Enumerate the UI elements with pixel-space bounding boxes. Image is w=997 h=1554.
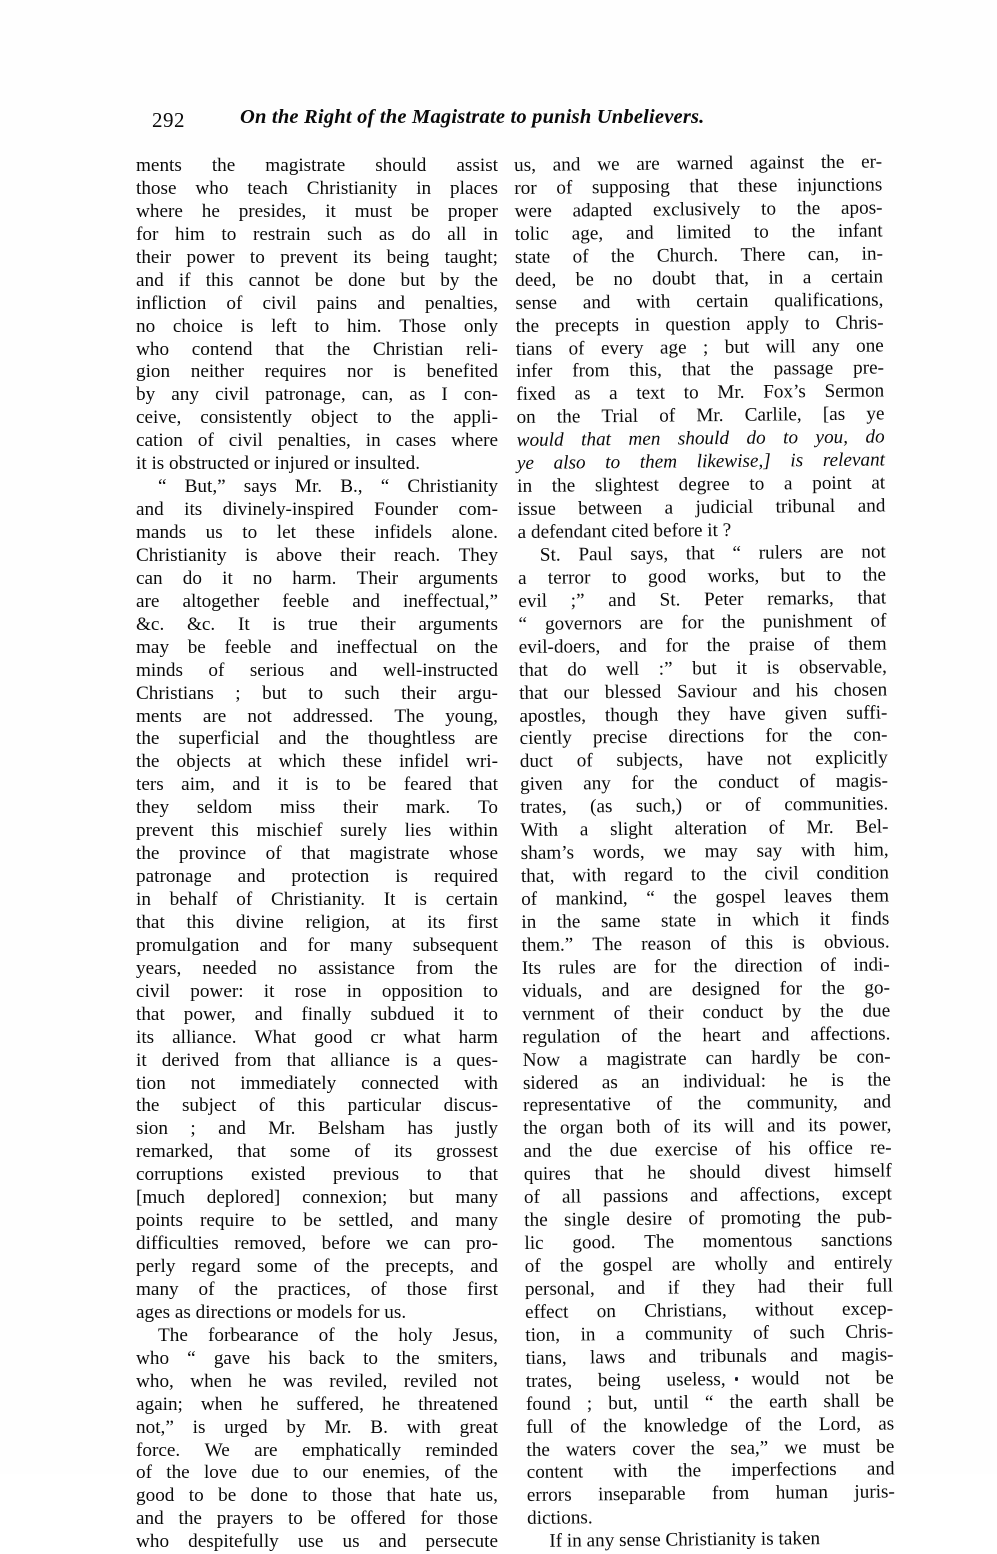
text-line: given any for the conduct of magis- xyxy=(519,770,889,796)
text-line: would that men should do to you, do xyxy=(516,426,885,452)
text-line: not,” is urged by Mr. B. with great xyxy=(136,1416,498,1438)
text-line: sidered as an individual: he is the xyxy=(522,1068,891,1094)
text-line: Its rules are for the direction of indi- xyxy=(521,954,890,979)
text-line: the waters cover the sea,” we must be xyxy=(526,1435,895,1461)
text-line: its alliance. What good cr what harm xyxy=(136,1026,498,1048)
text-line: ror of supposing that these injunctions xyxy=(514,174,883,199)
running-head xyxy=(152,106,882,136)
text-line: the single desire of promoting the pub- xyxy=(524,1206,893,1232)
text-line: full of the knowledge of the Lord, as xyxy=(526,1412,895,1438)
text-line: infer from this, that the passage pre- xyxy=(515,357,885,383)
text-line: prevent this mischief surely lies within xyxy=(136,820,498,842)
text-line: effect on Christians, without excep- xyxy=(525,1298,894,1323)
text-line: “ But,” says Mr. B., “ Christianity xyxy=(158,476,498,498)
text-line: tians, laws and tribunals and magis- xyxy=(525,1344,894,1369)
text-line: of all passions and affections, except xyxy=(523,1183,893,1209)
text-line: a defendant cited before it ? xyxy=(517,519,732,543)
text-line: of mankind, “ the gospel leaves them xyxy=(521,885,890,910)
text-line: the objects at which these infidel wri- xyxy=(136,751,498,773)
text-line: the organ both of its will and its power, xyxy=(523,1114,892,1140)
text-line: duct of subjects, have not explicitly xyxy=(519,747,888,773)
text-line: vernment of their conduct by the due xyxy=(522,1000,891,1025)
text-line: corruptions existed previous to that xyxy=(136,1164,498,1186)
text-line: ments the magistrate should assist xyxy=(136,155,498,176)
text-line: ye also to them likewise,] is relevant xyxy=(516,449,886,475)
text-line: tolic age, and limited to the infant xyxy=(514,220,883,245)
text-line: sion ; and Mr. Belsham has justly xyxy=(136,1118,498,1140)
text-line: viduals, and are designed for the go- xyxy=(521,977,891,1002)
text-line: the superficial and the thoughtless are xyxy=(136,728,498,750)
text-line: Now a magistrate can hardly be con- xyxy=(522,1045,891,1071)
text-line: them.” The reason of this is obvious. xyxy=(521,931,890,956)
text-line: ages as directions or models for us. xyxy=(136,1301,407,1323)
text-line: deed, be no doubt that, in a certain xyxy=(515,266,884,291)
text-line: sham’s words, we may say with him, xyxy=(520,839,889,865)
text-line: promulgation and for many subsequent xyxy=(136,934,498,956)
text-line: that power, and finally subdued it to xyxy=(136,1003,498,1025)
text-line: no choice is left to him. Those only xyxy=(136,315,498,337)
text-line: were adapted exclusively to the apos- xyxy=(514,197,883,222)
text-line: evil-doers, and for the praise of them xyxy=(518,633,887,658)
text-line: patronage and protection is required xyxy=(136,866,498,888)
text-line: tion not immediately connected with xyxy=(136,1072,498,1094)
text-line: &c. &c. It is true their arguments xyxy=(136,613,498,635)
text-line: [much deplored] connexion; but many xyxy=(136,1187,498,1209)
text-line: again; when he suffered, he threatened xyxy=(136,1393,498,1415)
scan-artifact-speck xyxy=(735,1377,738,1381)
text-line: us, and we are warned against the er- xyxy=(514,151,883,176)
text-line: perly regard some of the precepts, and xyxy=(136,1256,498,1277)
text-line: quires that he should divest himself xyxy=(523,1160,892,1186)
text-line: for him to restrain such as do all in xyxy=(136,223,498,245)
text-line: cation of civil penalties, in cases where xyxy=(136,430,498,452)
text-line: infliction of civil pains and penalties, xyxy=(136,292,498,314)
text-line: good to be done to those that hate us, xyxy=(136,1485,498,1507)
text-line: who contend that the Christian reli- xyxy=(136,338,498,360)
text-line: and the due exercise of his office re- xyxy=(523,1137,892,1163)
text-line: found ; but, until “ the earth shall be xyxy=(525,1390,895,1415)
text-line: can do it no harm. Their arguments xyxy=(136,567,498,589)
text-line: who despitefully use us and persecute xyxy=(136,1531,498,1553)
text-line: who “ gave his back to the smiters, xyxy=(136,1347,498,1369)
text-line: Christians ; but to such their argu- xyxy=(136,682,498,704)
text-line: ters aim, and it is to be feared that xyxy=(136,774,498,796)
text-line: regulation of the heart and affections. xyxy=(522,1023,891,1048)
text-column-right xyxy=(514,151,895,1554)
page-folio-number: 292 xyxy=(152,108,185,132)
text-line: remarked, that some of its grossest xyxy=(136,1141,498,1163)
text-line: trates, being useless, would not be xyxy=(525,1367,894,1392)
text-line: by any civil patronage, can, as I con- xyxy=(136,384,498,406)
text-line: in the slightest degree to a point at xyxy=(517,472,886,498)
text-line: force. We are emphatically reminded xyxy=(136,1439,498,1461)
text-line: ceive, consistently object to the appli- xyxy=(136,407,498,429)
text-line: the province of that magistrate whose xyxy=(136,843,498,865)
text-line: personal, and if they had their full xyxy=(524,1275,893,1300)
text-line: they seldom miss their mark. To xyxy=(136,797,498,819)
text-line: who, when he was reviled, reviled not xyxy=(136,1370,498,1392)
text-line: and the prayers to be offered for those xyxy=(136,1508,498,1530)
text-line: where he presides, it must be proper xyxy=(136,200,498,222)
text-line: lic good. The momentous sanctions xyxy=(524,1229,893,1255)
text-line: civil power: it rose in opposition to xyxy=(136,980,498,1002)
text-line: that, with regard to the civil condition xyxy=(520,862,890,888)
text-line: points require to be settled, and many xyxy=(136,1210,498,1232)
text-line: representative of the community, and xyxy=(523,1091,892,1117)
text-line: gion neither requires nor is benefited xyxy=(136,361,498,383)
text-line: errors inseparable from human juris- xyxy=(526,1481,895,1507)
text-line: content with the imperfections and xyxy=(526,1458,895,1484)
text-line: If in any sense Christianity is taken xyxy=(549,1528,821,1552)
text-line: tians of every age ; but will any one xyxy=(515,334,884,360)
text-line: dictions. xyxy=(526,1507,593,1530)
text-line: trates, (as such,) or of communities. xyxy=(520,793,889,819)
text-line: difficulties removed, before we can pro- xyxy=(136,1233,498,1255)
text-column-left xyxy=(136,155,498,1554)
text-line: sense and with certain qualifications, xyxy=(515,289,884,314)
text-line: that this divine religion, at its first xyxy=(136,911,498,933)
text-line: minds of serious and well-instructed xyxy=(136,659,498,681)
text-line: With a slight alteration of Mr. Bel- xyxy=(520,816,889,842)
text-line: and its divinely-inspired Founder com- xyxy=(136,499,498,521)
text-line: evil ;” and St. Peter remarks, that xyxy=(518,587,887,612)
text-line: in the same state in which it finds xyxy=(521,908,890,933)
text-line: that do well :” but it is observable, xyxy=(518,656,887,681)
text-line: The forbearance of the holy Jesus, xyxy=(158,1324,498,1346)
text-line: “ governors are for the punishment of xyxy=(518,610,887,635)
text-line: apostles, though they have given suffi- xyxy=(519,701,888,727)
text-line: the precepts in question apply to Chris- xyxy=(515,312,884,337)
text-line: St. Paul says, that “ rulers are not xyxy=(539,541,886,566)
text-line: of the gospel are wholly and entirely xyxy=(524,1252,893,1277)
text-line: it is obstructed or injured or insulted. xyxy=(136,453,421,475)
text-line: fixed as a text to Mr. Fox’s Sermon xyxy=(516,380,885,406)
text-line: ments are not addressed. The young, xyxy=(136,705,498,727)
text-line: that our blessed Saviour and his chosen xyxy=(519,679,888,704)
text-line: Christianity is above their reach. They xyxy=(136,544,498,566)
text-line: a terror to good works, but to the xyxy=(517,564,887,589)
text-line: may be feeble and ineffectual on the xyxy=(136,636,498,658)
text-line: many of the practices, of those first xyxy=(136,1278,498,1300)
text-line: in behalf of Christianity. It is certain xyxy=(136,889,498,910)
text-line: of the love due to our enemies, of the xyxy=(136,1462,498,1484)
text-line: the subject of this particular discus- xyxy=(136,1095,498,1117)
text-line: those who teach Christianity in places xyxy=(136,177,498,199)
text-line: mands us to let these infidels alone. xyxy=(136,522,498,543)
text-line: years, needed no assistance from the xyxy=(136,957,498,979)
text-line: issue between a judicial tribunal and xyxy=(517,495,886,521)
text-line: and if this cannot be done but by the xyxy=(136,269,498,291)
text-line: state of the Church. There can, in- xyxy=(514,243,884,268)
text-line: it derived from that alliance is a ques- xyxy=(136,1049,498,1071)
text-line: are altogether feeble and ineffectual,” xyxy=(136,590,498,612)
text-line: on the Trial of Mr. Carlile, [as ye xyxy=(516,403,885,429)
text-line: tion, in a community of such Chris- xyxy=(525,1321,894,1346)
running-title: On the Right of the Magistrate to punish Unbelievers. xyxy=(240,106,705,128)
text-line: their power to prevent its being taught; xyxy=(136,246,498,268)
text-line: ciently precise directions for the con- xyxy=(519,724,888,750)
